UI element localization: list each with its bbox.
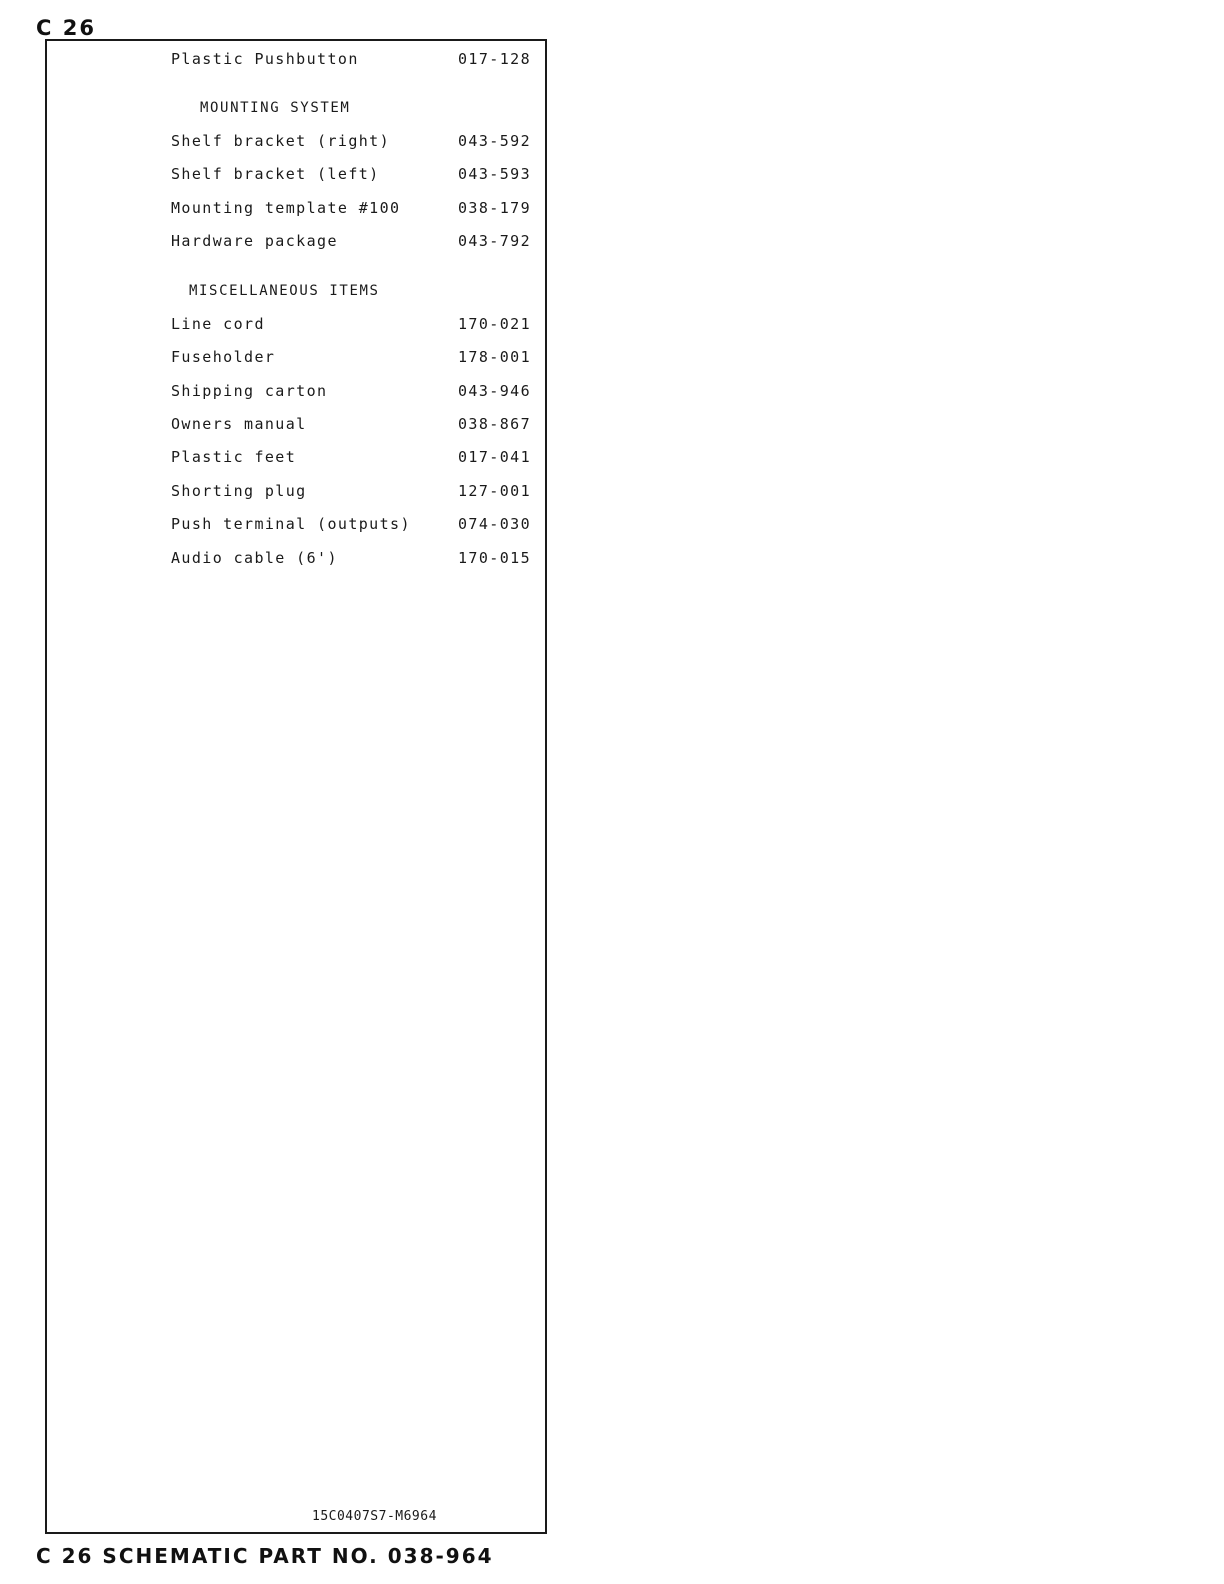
parts-row-shorting-plug [171,482,531,502]
part-number: 170-015 [457,549,531,567]
parts-row-shipping-carton [171,382,531,402]
parts-row-audio-cable [171,549,531,569]
part-description: Plastic Pushbutton [171,50,359,68]
part-number: 017-041 [457,448,531,466]
parts-row-plastic-pushbutton [171,50,531,70]
part-description: Mounting template #100 [171,199,401,217]
part-number: 043-946 [457,382,531,400]
part-number: 043-592 [457,132,531,150]
part-description: Push terminal (outputs) [171,515,411,533]
schematic-part-number-label: C 26 SCHEMATIC PART NO. 038-964 [36,1544,494,1568]
parts-row-plastic-feet [171,448,531,468]
part-description: Fuseholder [171,348,276,366]
part-number: 074-030 [457,515,531,533]
part-description: Shorting plug [171,482,307,500]
part-description: Plastic feet [171,448,297,466]
parts-row-shelf-bracket-right [171,132,531,152]
part-number: 043-593 [457,165,531,183]
part-description: Hardware package [171,232,338,250]
section-heading-mounting-system: MOUNTING SYSTEM [200,100,351,116]
page-header-label: C 26 [36,16,96,40]
section-heading-miscellaneous-items: MISCELLANEOUS ITEMS [189,283,380,299]
parts-row-line-cord [171,315,531,335]
parts-row-fuseholder [171,348,531,368]
parts-row-push-terminal [171,515,531,535]
drawing-number: 15C0407S7-M6964 [312,1509,437,1524]
part-description: Audio cable (6') [171,549,338,567]
part-description: Line cord [171,315,265,333]
part-number: 038-179 [457,199,531,217]
part-description: Shipping carton [171,382,328,400]
part-number: 178-001 [457,348,531,366]
part-number: 127-001 [457,482,531,500]
part-number: 043-792 [457,232,531,250]
parts-row-owners-manual [171,415,531,435]
part-description: Owners manual [171,415,307,433]
parts-row-shelf-bracket-left [171,165,531,185]
parts-list-frame [45,39,547,1534]
part-number: 170-021 [457,315,531,333]
parts-row-hardware-package [171,232,531,252]
part-number: 017-128 [457,50,531,68]
part-description: Shelf bracket (left) [171,165,380,183]
part-description: Shelf bracket (right) [171,132,391,150]
part-number: 038-867 [457,415,531,433]
parts-row-mounting-template [171,199,531,219]
